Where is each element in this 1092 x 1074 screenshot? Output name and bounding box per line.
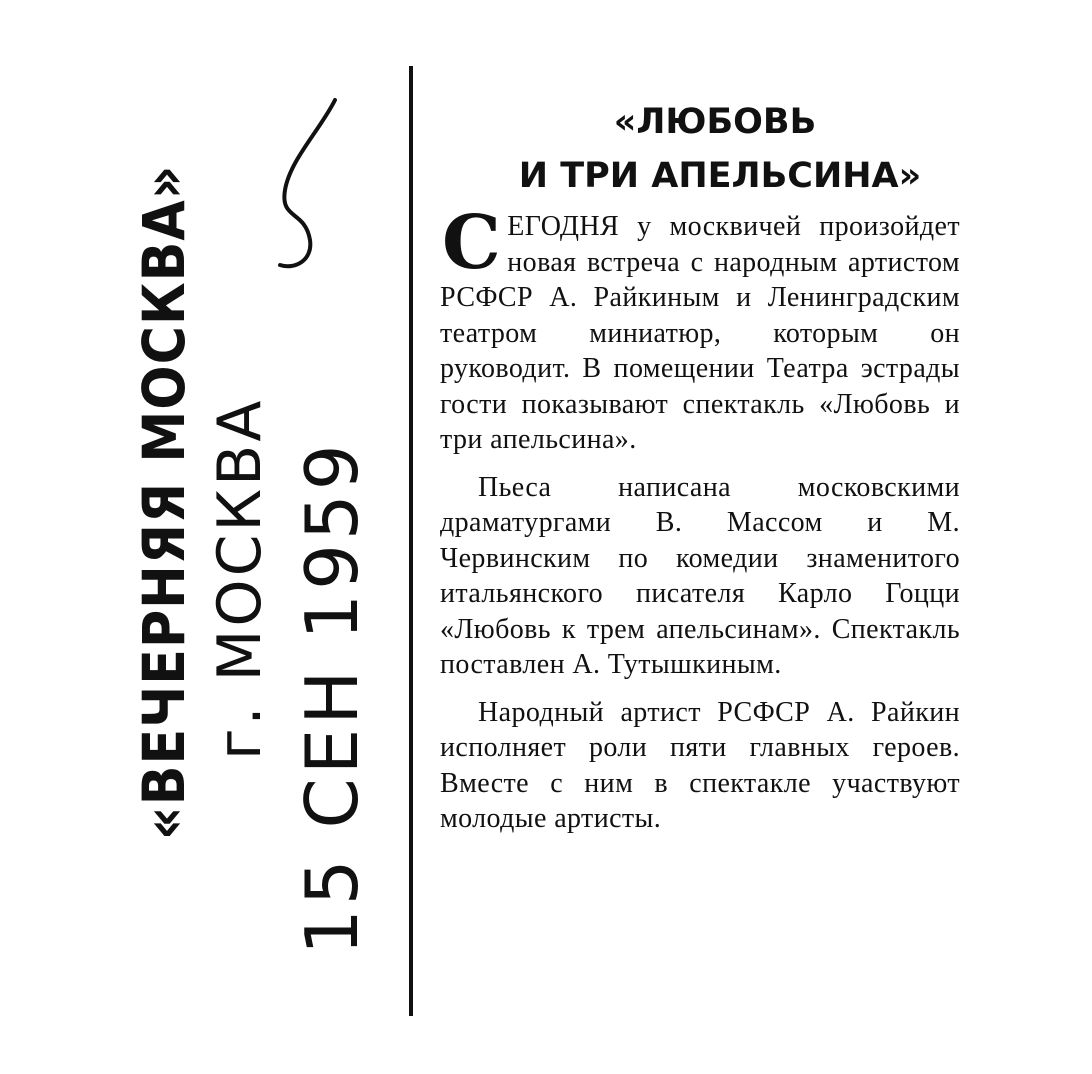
archive-stamp xyxy=(80,60,410,1020)
newspaper-source: «ВЕЧЕРНЯЯ МОСКВА» xyxy=(130,164,198,840)
drop-cap: С xyxy=(442,200,502,286)
column-divider xyxy=(409,66,413,1016)
article-headline xyxy=(440,95,960,203)
paragraph-1-text: ЕГОДНЯ у москвичей произойдет новая встреча с народным артистом РСФСР А. Райкиным и Ленинградским театром миниатюр, которым он руководит. В помещении Театра эстрады гости показывают спектакль «Любовь и три апельсина». xyxy=(440,211,960,455)
handwritten-mark-icon xyxy=(250,90,350,280)
article xyxy=(440,95,960,837)
headline-line-1: «ЛЮБОВЬ xyxy=(613,102,817,142)
headline-line-2: И ТРИ АПЕЛЬСИНА» xyxy=(518,156,922,196)
date-stamp: 15 СЕН 1959 xyxy=(290,440,374,955)
city-stamp: г. МОСКВА xyxy=(205,397,275,760)
paragraph-2: Пьеса написана московскими драматургами В. Массом и М. Червинским по комедии знаменитого итальянского писателя Карло Гоцци «Любовь к трем апельсинам». Спектакль поставлен А. Тутышкиным. xyxy=(440,471,960,680)
paragraph-3: Народный артист РСФСР А. Райкин исполняет роли пяти главных героев. Вместе с ним в спектакле участвуют молодые артисты. xyxy=(440,696,960,834)
paragraph-1 xyxy=(440,200,960,458)
